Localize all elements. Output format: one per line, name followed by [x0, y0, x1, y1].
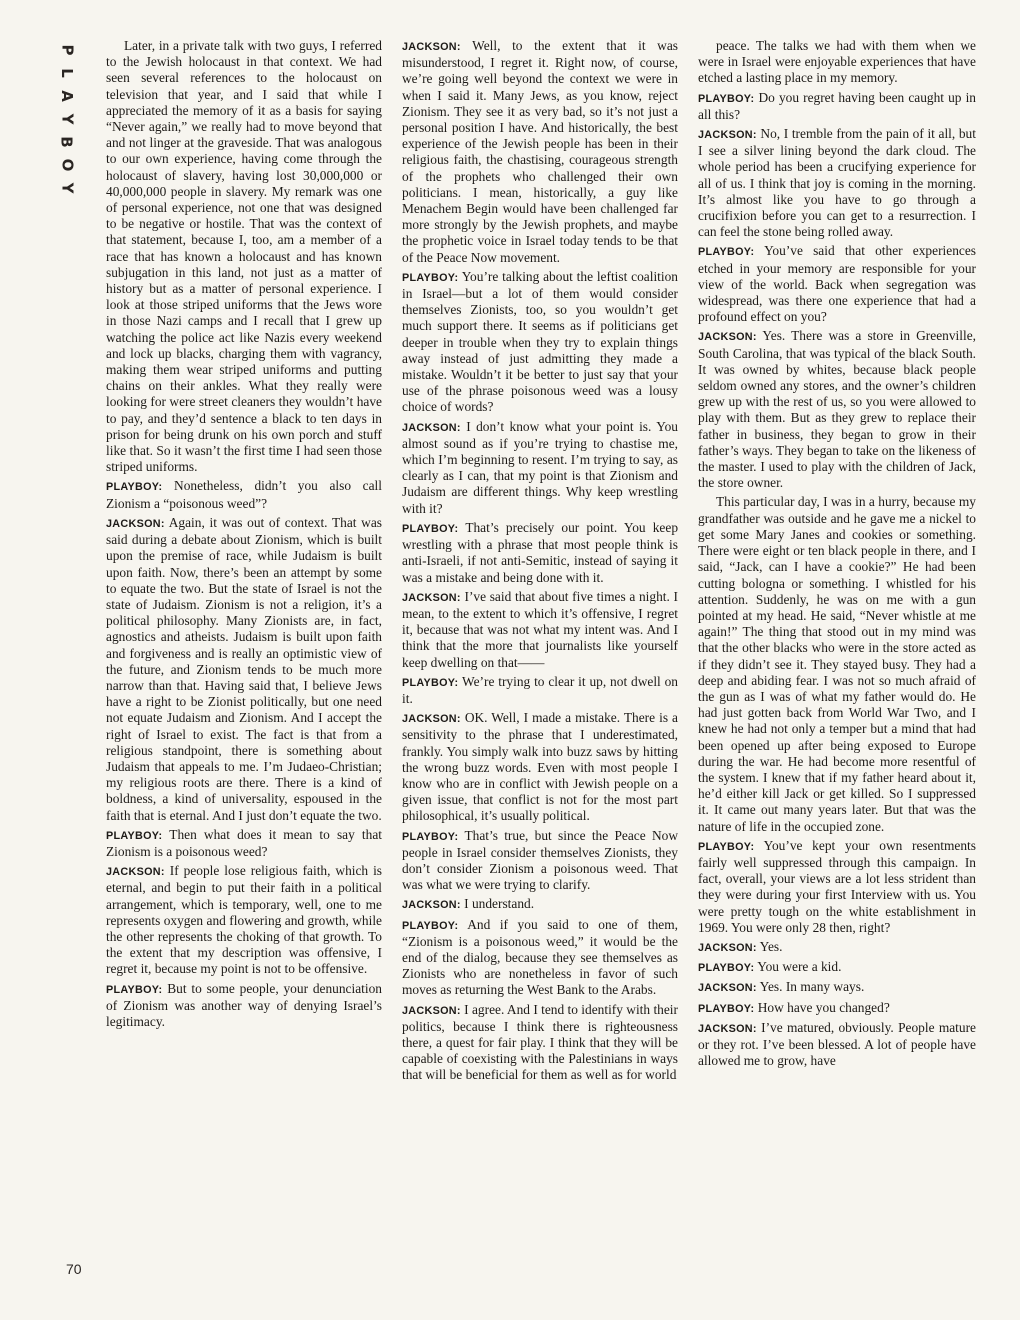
paragraph	[698, 90, 976, 123]
paragraph	[698, 939, 976, 956]
speaker-label: JACKSON:	[106, 517, 165, 530]
paragraph-text: Then what does it mean to say that Zionism is a poisonous weed?	[106, 826, 382, 859]
masthead-letter: O	[57, 158, 76, 172]
paragraph	[698, 959, 976, 976]
masthead-letter: B	[58, 136, 76, 148]
paragraph-text: I’ve matured, obviously. People mature or they rot. I’ve been blessed. A lot of people have allowed me to grow, have	[698, 1019, 976, 1069]
speaker-label: JACKSON:	[698, 941, 757, 954]
text-column-middle	[402, 38, 678, 1290]
paragraph	[106, 38, 382, 475]
paragraph-text: I’ve said that about five times a night. I mean, to the extent to which it’s offensive, I regret it, because that was not what my intent was. And I think that the more that journalists like yourself keep dwelling on that——	[402, 588, 678, 670]
paragraph-text: Nonetheless, didn’t you also call Zionism a “poisonous weed”?	[106, 478, 382, 511]
speaker-label: JACKSON:	[402, 899, 461, 912]
speaker-label: PLAYBOY:	[106, 983, 163, 996]
paragraph	[402, 1002, 678, 1084]
paragraph	[698, 838, 976, 936]
paragraph	[402, 674, 678, 707]
masthead-letter: Y	[58, 182, 76, 194]
speaker-label: JACKSON:	[402, 591, 461, 604]
paragraph	[106, 515, 382, 824]
paragraph-text: But to some people, your denunciation of Zionism was another way of denying Israel’s legitimacy.	[106, 980, 382, 1029]
paragraph	[402, 710, 678, 824]
masthead-letter: A	[57, 90, 76, 102]
paragraph-text: I agree. And I tend to identify with their politics, because I think there is righteousness there, a quest for fair play. I think that they will be capable of coexisting with the Palestinians in ways that will be beneficial for them as well as for world	[402, 1001, 678, 1083]
speaker-label: PLAYBOY:	[106, 481, 163, 494]
paragraph-text: You’re talking about the leftist coalition in Israel—but a lot of them would consider themselves Zionists, too, so you wouldn’t get much support there. It seems as if politicians get deeper in trouble when they try to explain things away instead of just admitting they made a mistake. Wouldn’t it be better to just say that your use of the phrase poisonous weed was a lousy choice of words?	[402, 268, 678, 415]
paragraph	[698, 328, 976, 491]
speaker-label: JACKSON:	[402, 1004, 461, 1017]
paragraph-text: I understand.	[464, 896, 535, 912]
paragraph-text: This particular day, I was in a hurry, because my grandfather was outside and he gave me a nickel to get some Mary Janes and cookies or something. There were eight or ten black people in there, and I said, “Jack, can I have a cookie?” He had been cutting bologna or something. I whistled for his attention. Suddenly, he was on me with a gun pointed at my head. He said, “Never whistle at me again!” The thing that stood out in my mind was that the other blacks who were in the store acted as if they didn’t see it. They stayed busy. They had a deep and abiding fear. I was not so much afraid of the gun as I was of what my father would do. He had just gotten back from World War Two, and I knew he had not only a temper but a mind that had been opened up after being exposed to Europe during the war. He had become more resentful of the system. I knew that if my father heard about it, he’d either kill Jack or get killed. So I suppressed it. It came out many years later. But that was the nature of life in the occupied zone.	[698, 494, 976, 834]
paragraph-text: Yes. There was a store in Greenville, South Carolina, that was typical of the black South. It was owned by whites, because black people seldom owned any stores, and the owner’s children grew up with the rest of us, so you were allowed to play with them. But as they grew to replace their father in business, they began to grow in their father’s ways. They began to take on the likeness of the master. I used to play with the children of Jack, the store owner.	[698, 328, 976, 491]
paragraph-text: I don’t know what your point is. You almost sound as if you’re trying to chastise me, which I’m beginning to resent. I’m trying to say, as clearly as I can, that my point is that Zionism and Judaism are different things. Why keep wrestling with it?	[402, 418, 678, 516]
paragraph-text: OK. Well, I made a mistake. There is a sensitivity to the phrase that I underestimated, frankly. You simply walk into buzz saws by hitting the wrong buzz words. Even with most people I know who are in conflict with Jewish people on a given issue, that conflict is not for the most part philosophical, it’s usually political.	[402, 710, 678, 824]
paragraph-text: Yes. In many ways.	[759, 979, 865, 995]
paragraph-text: Later, in a private talk with two guys, I referred to the Jewish holocaust in that context. We had seen several references to the holocaust on television that year, and I said that while I appreciated the memory of it as a basis for saying “Never again,” we really had to move beyond that and not linger at the graveside. That was analogous to our own experience, having come through the holocaust of slavery, having lost 30,000,000 or 40,000,000 people in slavery. My remark was one of personal experience, not one that was designed to be negative or hostile. That was the context of that statement, because I, too, am a member of a race that has known a holocaust and has known subjugation in this land, not just as a matter of history but as a matter of personal experience. I look at those striped uniforms that the Jews wore in those Nazi camps and I recall that I grew up watching the police act like Nazis every weekend and lock up blacks, charging them with vagrancy, making them wear striped uniforms and putting chains on their ankles. What they really were looking for were street cleaners they wouldn’t have to pay, and they’d sentence a black to ten days in prison for being drunk on his own porch and stuff like that. So it wasn’t the first time I had seen those striped uniforms.	[106, 38, 382, 475]
paragraph-text: Well, to the extent that it was misunderstood, I regret it. Right now, of course, we’re going well beyond the context we were in when I said it. Many Jews, as you know, reject Zionism. They see it as very bad, so it’s not just a personal position I have. And historically, the best experience of the Jewish people has been in their religious faith, the chastising, courageous strength of the prophets who challenged their own politicians. I mean, historically, a guy like Menachem Begin would have been challenged far more strongly by the Jewish prophets, and maybe the prophetic voice in Israel today tends to be that of the Peace Now movement.	[402, 38, 678, 265]
paragraph	[402, 896, 678, 913]
paragraph	[698, 38, 976, 87]
paragraph	[402, 419, 678, 517]
paragraph-text: peace. The talks we had with them when we were in Israel were enjoyable experiences that have etched a lasting place in my memory.	[698, 38, 976, 86]
speaker-label: PLAYBOY:	[402, 522, 459, 535]
paragraph-text: You were a kid.	[757, 959, 842, 975]
paragraph	[698, 1020, 976, 1070]
paragraph	[402, 520, 678, 586]
paragraph	[402, 589, 678, 671]
speaker-label: JACKSON:	[402, 41, 461, 53]
speaker-label: JACKSON:	[698, 331, 757, 344]
paragraph-text: Again, it was out of context. That was said during a debate about Zionism, which is built upon the premise of race, while Judaism is built upon faith. Now, there’s been an attempt by some to equate the two. But the state of Israel is not the state of Judaism. Zionism is not a religion, it’s a political philosophy. Many Zionists are, in fact, agnostics and atheists. Judaism is built upon faith and forgiveness and is really an optimistic view of the future, and Zionism tends to be much more narrow than that. Having said that, I believe Jews have a right to be Zionist politically, but one need not equate Judaism and Zionism. And I accept the right of Israel to exist. The fact is that from a religious standpoint, there is something about Judaism that appeals to me. I’m Judaeo-Christian; my religious roots are there. There is a kind of boldness, a kind of universality, espoused in the faith that is eternal. And I just don’t equate the two.	[106, 514, 382, 823]
speaker-label: PLAYBOY:	[402, 676, 459, 689]
speaker-label: PLAYBOY:	[106, 829, 163, 842]
speaker-label: PLAYBOY:	[698, 840, 755, 853]
paragraph-text: That’s precisely our point. You keep wrestling with a phrase that most people think is anti-Israeli, if not anti-Semitic, instead of saying it was a mistake and being done with it.	[402, 519, 678, 585]
paragraph-text: Yes.	[759, 938, 783, 954]
paragraph	[106, 478, 382, 511]
paragraph-text: If people lose religious faith, which is eternal, and begin to put their faith in a political arrangement, which is temporary, well, one to me represents oxygen and flowering and growth, while the other represents the choking of that growth. To the extent that my description was offensive, I regret it, because my point is not to be offensive.	[106, 863, 382, 977]
masthead-letter: Y	[58, 113, 76, 125]
paragraph	[402, 38, 678, 266]
speaker-label: PLAYBOY:	[402, 271, 459, 284]
paragraph-text: You’ve said that other experiences etched in your memory are responsible for your view of the world. Back when segregation was widespread, was there one experience that had a profound effect on you?	[698, 243, 976, 325]
speaker-label: JACKSON:	[698, 982, 757, 995]
paragraph	[106, 863, 382, 977]
speaker-label: PLAYBOY:	[402, 830, 459, 843]
paragraph-text: You’ve kept your own resentments fairly well suppressed through this campaign. In fact, overall, your views are a lot less strident than they were during your first Interview with us. You were pretty tough on the white establishment in 1969. You were only 28 then, right?	[698, 837, 976, 935]
speaker-label: PLAYBOY:	[698, 246, 755, 259]
paragraph	[698, 243, 976, 325]
speaker-label: JACKSON:	[402, 713, 461, 726]
paragraph-text: That’s true, but since the Peace Now people in Israel consider themselves Zionists, they don’t consider Zionism a poisonous weed. That was what we were trying to clarify.	[402, 827, 678, 893]
magazine-masthead	[52, 42, 82, 196]
page-number: 70	[66, 1261, 82, 1277]
paragraph	[402, 917, 678, 999]
speaker-label: JACKSON:	[698, 129, 757, 142]
speaker-label: JACKSON:	[402, 421, 461, 434]
speaker-label: JACKSON:	[106, 866, 165, 879]
text-column-left	[106, 38, 382, 1290]
paragraph	[402, 269, 678, 416]
text-column-right	[698, 38, 976, 1290]
paragraph	[402, 828, 678, 894]
paragraph-text: We’re trying to clear it up, not dwell on it.	[402, 673, 678, 706]
paragraph	[698, 1000, 976, 1017]
paragraph	[698, 979, 976, 996]
speaker-label: PLAYBOY:	[698, 92, 755, 105]
paragraph-text: Do you regret having been caught up in all this?	[698, 89, 976, 122]
paragraph	[698, 494, 976, 834]
masthead-letter: P	[58, 44, 76, 56]
paragraph-text: How have you changed?	[757, 999, 890, 1015]
masthead-letter: L	[58, 68, 76, 78]
paragraph	[106, 981, 382, 1031]
paragraph-text: And if you said to one of them, “Zionism is a poisonous weed,” it would be the end of the dialog, because they see themselves as Zionists who are nonetheless in favor of such moves as returning the West Bank to the Arabs.	[402, 916, 678, 998]
speaker-label: PLAYBOY:	[402, 919, 459, 932]
speaker-label: PLAYBOY:	[698, 1002, 755, 1015]
paragraph	[698, 126, 976, 240]
speaker-label: JACKSON:	[698, 1022, 757, 1035]
paragraph	[106, 827, 382, 860]
paragraph-text: No, I tremble from the pain of it all, but I see a silver lining beyond the dark cloud. The whole period has been a crucifying experience for all of us. I think that joy is coming in the morning. It’s almost like you have to go through a crucifixion before you can get to a resurrection. I can feel the stone being rolled away.	[698, 126, 976, 240]
speaker-label: PLAYBOY:	[698, 962, 755, 975]
